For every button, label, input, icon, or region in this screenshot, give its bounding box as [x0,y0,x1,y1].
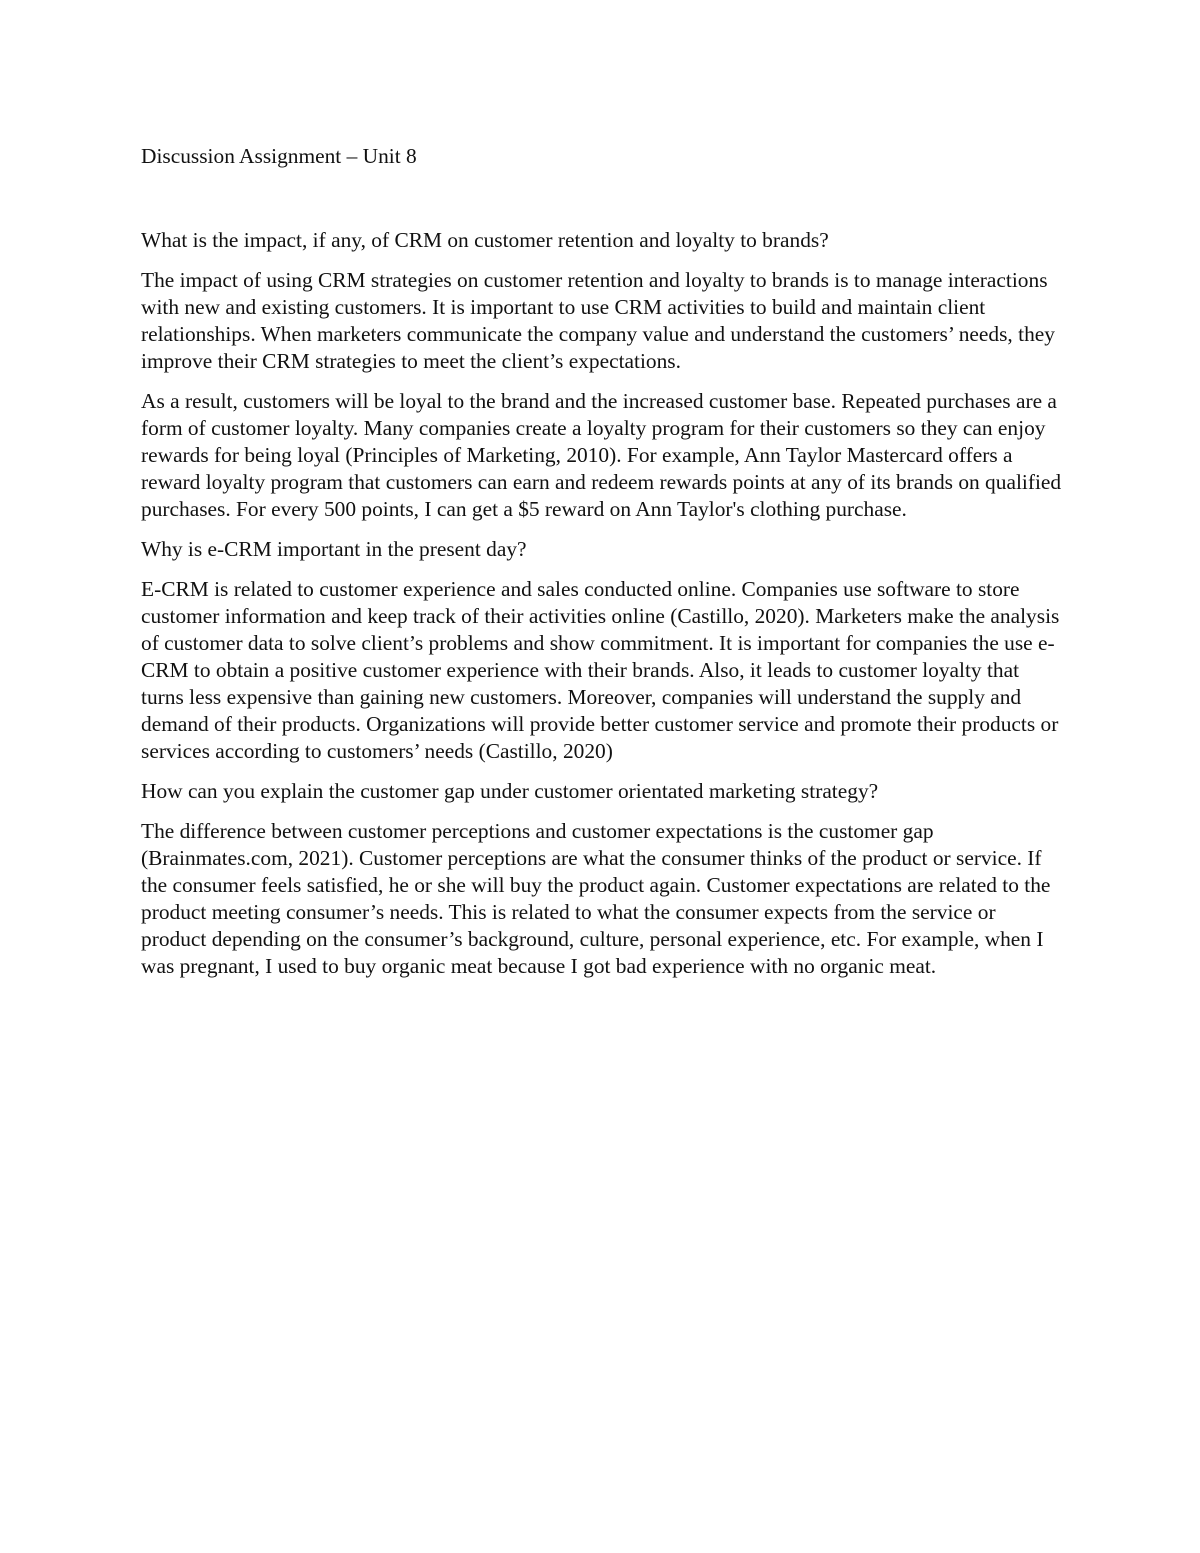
question-1: What is the impact, if any, of CRM on customer retention and loyalty to brands? [141,228,829,252]
answer-2-paragraph: E-CRM is related to customer experience and sales conducted online. Companies use software to store customer information and keep track of their activities online (Castillo, 2020). Marketers make the analysis of customer data to solve client’s problems and show commitment. It is important for companies the use e-CRM to obtain a positive customer experience with their brands. Also, it leads to customer loyalty that turns less expensive than gaining new customers. Moreover, companies will understand the supply and demand of their products. Organizations will provide better customer service and promote their products or services according to customers’ needs (Castillo, 2020) [141,577,1060,763]
title-spacer [141,170,1066,227]
document-title: Discussion Assignment – Unit 8 [141,144,417,168]
question-3: How can you explain the customer gap under customer orientated marketing strategy? [141,779,879,803]
answer-1-paragraph-2: As a result, customers will be loyal to the brand and the increased customer base. Repeated purchases are a form of customer loyalty. Many companies create a loyalty program for their customers so they can enjoy rewards for being loyal (Principles of Marketing, 2010). For example, Ann Taylor Mastercard offers a reward loyalty program that customers can earn and redeem rewards points at any of its brands on qualified purchases. For every 500 points, I can get a $5 reward on Ann Taylor's clothing purchase. [141,389,1062,521]
answer-1-paragraph-1: The impact of using CRM strategies on customer retention and loyalty to brands is to manage interactions with new and existing customers. It is important to use CRM activities to build and maintain client relationships. When marketers communicate the company value and understand the customers’ needs, they improve their CRM strategies to meet the client’s expectations. [141,268,1055,373]
question-2: Why is e-CRM important in the present day? [141,537,527,561]
document-body [141,143,1066,993]
answer-3-paragraph: The difference between customer perceptions and customer expectations is the customer gap (Brainmates.com, 2021). Customer perceptions are what the consumer thinks of the product or service. If the consumer feels satisfied, he or she will buy the product again. Customer expectations are related to the product meeting consumer’s needs. This is related to what the consumer expects from the service or product depending on the consumer’s background, culture, personal experience, etc. For example, when I was pregnant, I used to buy organic meat because I got bad experience with no organic meat. [141,819,1051,978]
